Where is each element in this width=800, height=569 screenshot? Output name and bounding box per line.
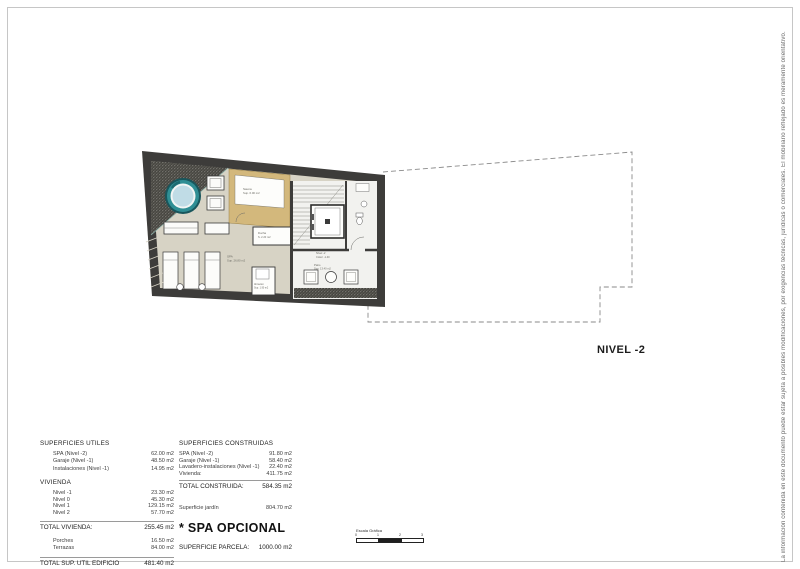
- table-row: Nivel 1 129.15 m2: [53, 503, 174, 510]
- toilet-tank: [356, 213, 363, 217]
- storage-room: [252, 267, 275, 295]
- total-row: TOTAL CONSTRUIDA: 584.35 m2: [179, 480, 292, 491]
- scale-bar: [356, 538, 424, 543]
- spa-label: SPA: [227, 254, 233, 259]
- storage-label: Almacén: [254, 283, 264, 286]
- total-row: TOTAL SUP. UTIL EDIFICIO 481.40 m2: [40, 557, 174, 568]
- table-superficies-construidas: [179, 438, 292, 552]
- scale-tick: 2: [399, 533, 401, 537]
- table-row: Vivienda: 411.75 m2: [179, 470, 292, 477]
- table-row: Instalaciones (Nivel -1) 14.95 m2: [53, 465, 174, 472]
- table-row: Garaje (Nivel -1) 48.50 m2: [53, 458, 174, 465]
- loungers: [163, 252, 220, 290]
- patio-gravel-strip: [294, 288, 377, 298]
- shower-label: Ducha: [258, 231, 267, 235]
- toilet: [357, 217, 363, 225]
- nivel-label: Nivel -2: [316, 251, 326, 255]
- scale-tick: 1: [377, 533, 379, 537]
- sauna-area-label: Sup. 6.00 m2: [243, 191, 260, 195]
- cota-label: Cota= -1.40: [316, 256, 330, 259]
- jacuzzi: [165, 178, 201, 214]
- table-row: Lavadero-instalaciones (Nivel -1) 22.40 m2: [179, 464, 292, 471]
- scale-title: Escala Gráfica: [356, 528, 383, 533]
- shower-area-label: S. 2.20 m2: [258, 236, 271, 239]
- floor-plan: [130, 138, 650, 338]
- sauna-label: Sauna: [243, 187, 252, 191]
- shower-room: [253, 227, 291, 245]
- spa-area-label: Sup. 26.80 m2: [227, 258, 246, 263]
- disclaimer-text: La información contenida en este documento puede estar sujeta a posibles modificaciones, por exigencias técnicas, jurídicas o comerciales. El mobiliario reflejado es meramente orientativo.: [781, 31, 787, 562]
- table-superficies-utiles: [40, 438, 174, 568]
- table-row: Nivel 2 57.70 m2: [53, 510, 174, 516]
- parcel-boundary-dashed: [368, 152, 632, 322]
- spa-optional-note: * SPA OPCIONAL: [179, 520, 286, 535]
- scale-ticks: [356, 533, 422, 538]
- table-row: Porches 16.50 m2: [53, 537, 174, 544]
- parcela-row: SUPERFICIE PARCELA: 1000.00 m2: [179, 543, 292, 551]
- table-row: SPA (Nivel -2) 91.80 m2: [179, 451, 292, 457]
- table-row: Terrazas 84.00 m2: [53, 545, 174, 551]
- table-row: Nivel 0 45.30 m2: [53, 496, 174, 503]
- table-row: SPA (Nivel -2) 62.00 m2: [53, 451, 174, 457]
- table-row: Superficie jardín 804.70 m2: [179, 505, 292, 512]
- benches: [164, 222, 229, 234]
- patio-area-label: Sup. 13.40 m2: [314, 267, 331, 271]
- scale-tick: 3: [421, 533, 423, 537]
- storage-area-label: Sup. 1.90 m2: [254, 286, 269, 290]
- total-row: TOTAL VIVIENDA: 255.45 m2: [40, 521, 174, 532]
- scale-tick: 0: [355, 533, 357, 537]
- patio-label: Patio: [314, 263, 321, 267]
- table-title: VIVIENDA: [40, 479, 71, 487]
- sauna-room: [229, 169, 290, 228]
- sink: [361, 201, 367, 207]
- graphic-scale: [356, 528, 426, 543]
- elevator: [311, 205, 344, 238]
- window: [356, 184, 369, 192]
- table-row: Nivel -1 23.30 m2: [53, 490, 174, 497]
- table-row: Garaje (Nivel -1) 58.40 m2: [179, 457, 292, 464]
- table-title: SUPERFICIES CONSTRUIDAS: [179, 440, 274, 447]
- table-title: SUPERFICIES UTILES: [40, 440, 110, 447]
- level-title: NIVEL -2: [597, 344, 646, 356]
